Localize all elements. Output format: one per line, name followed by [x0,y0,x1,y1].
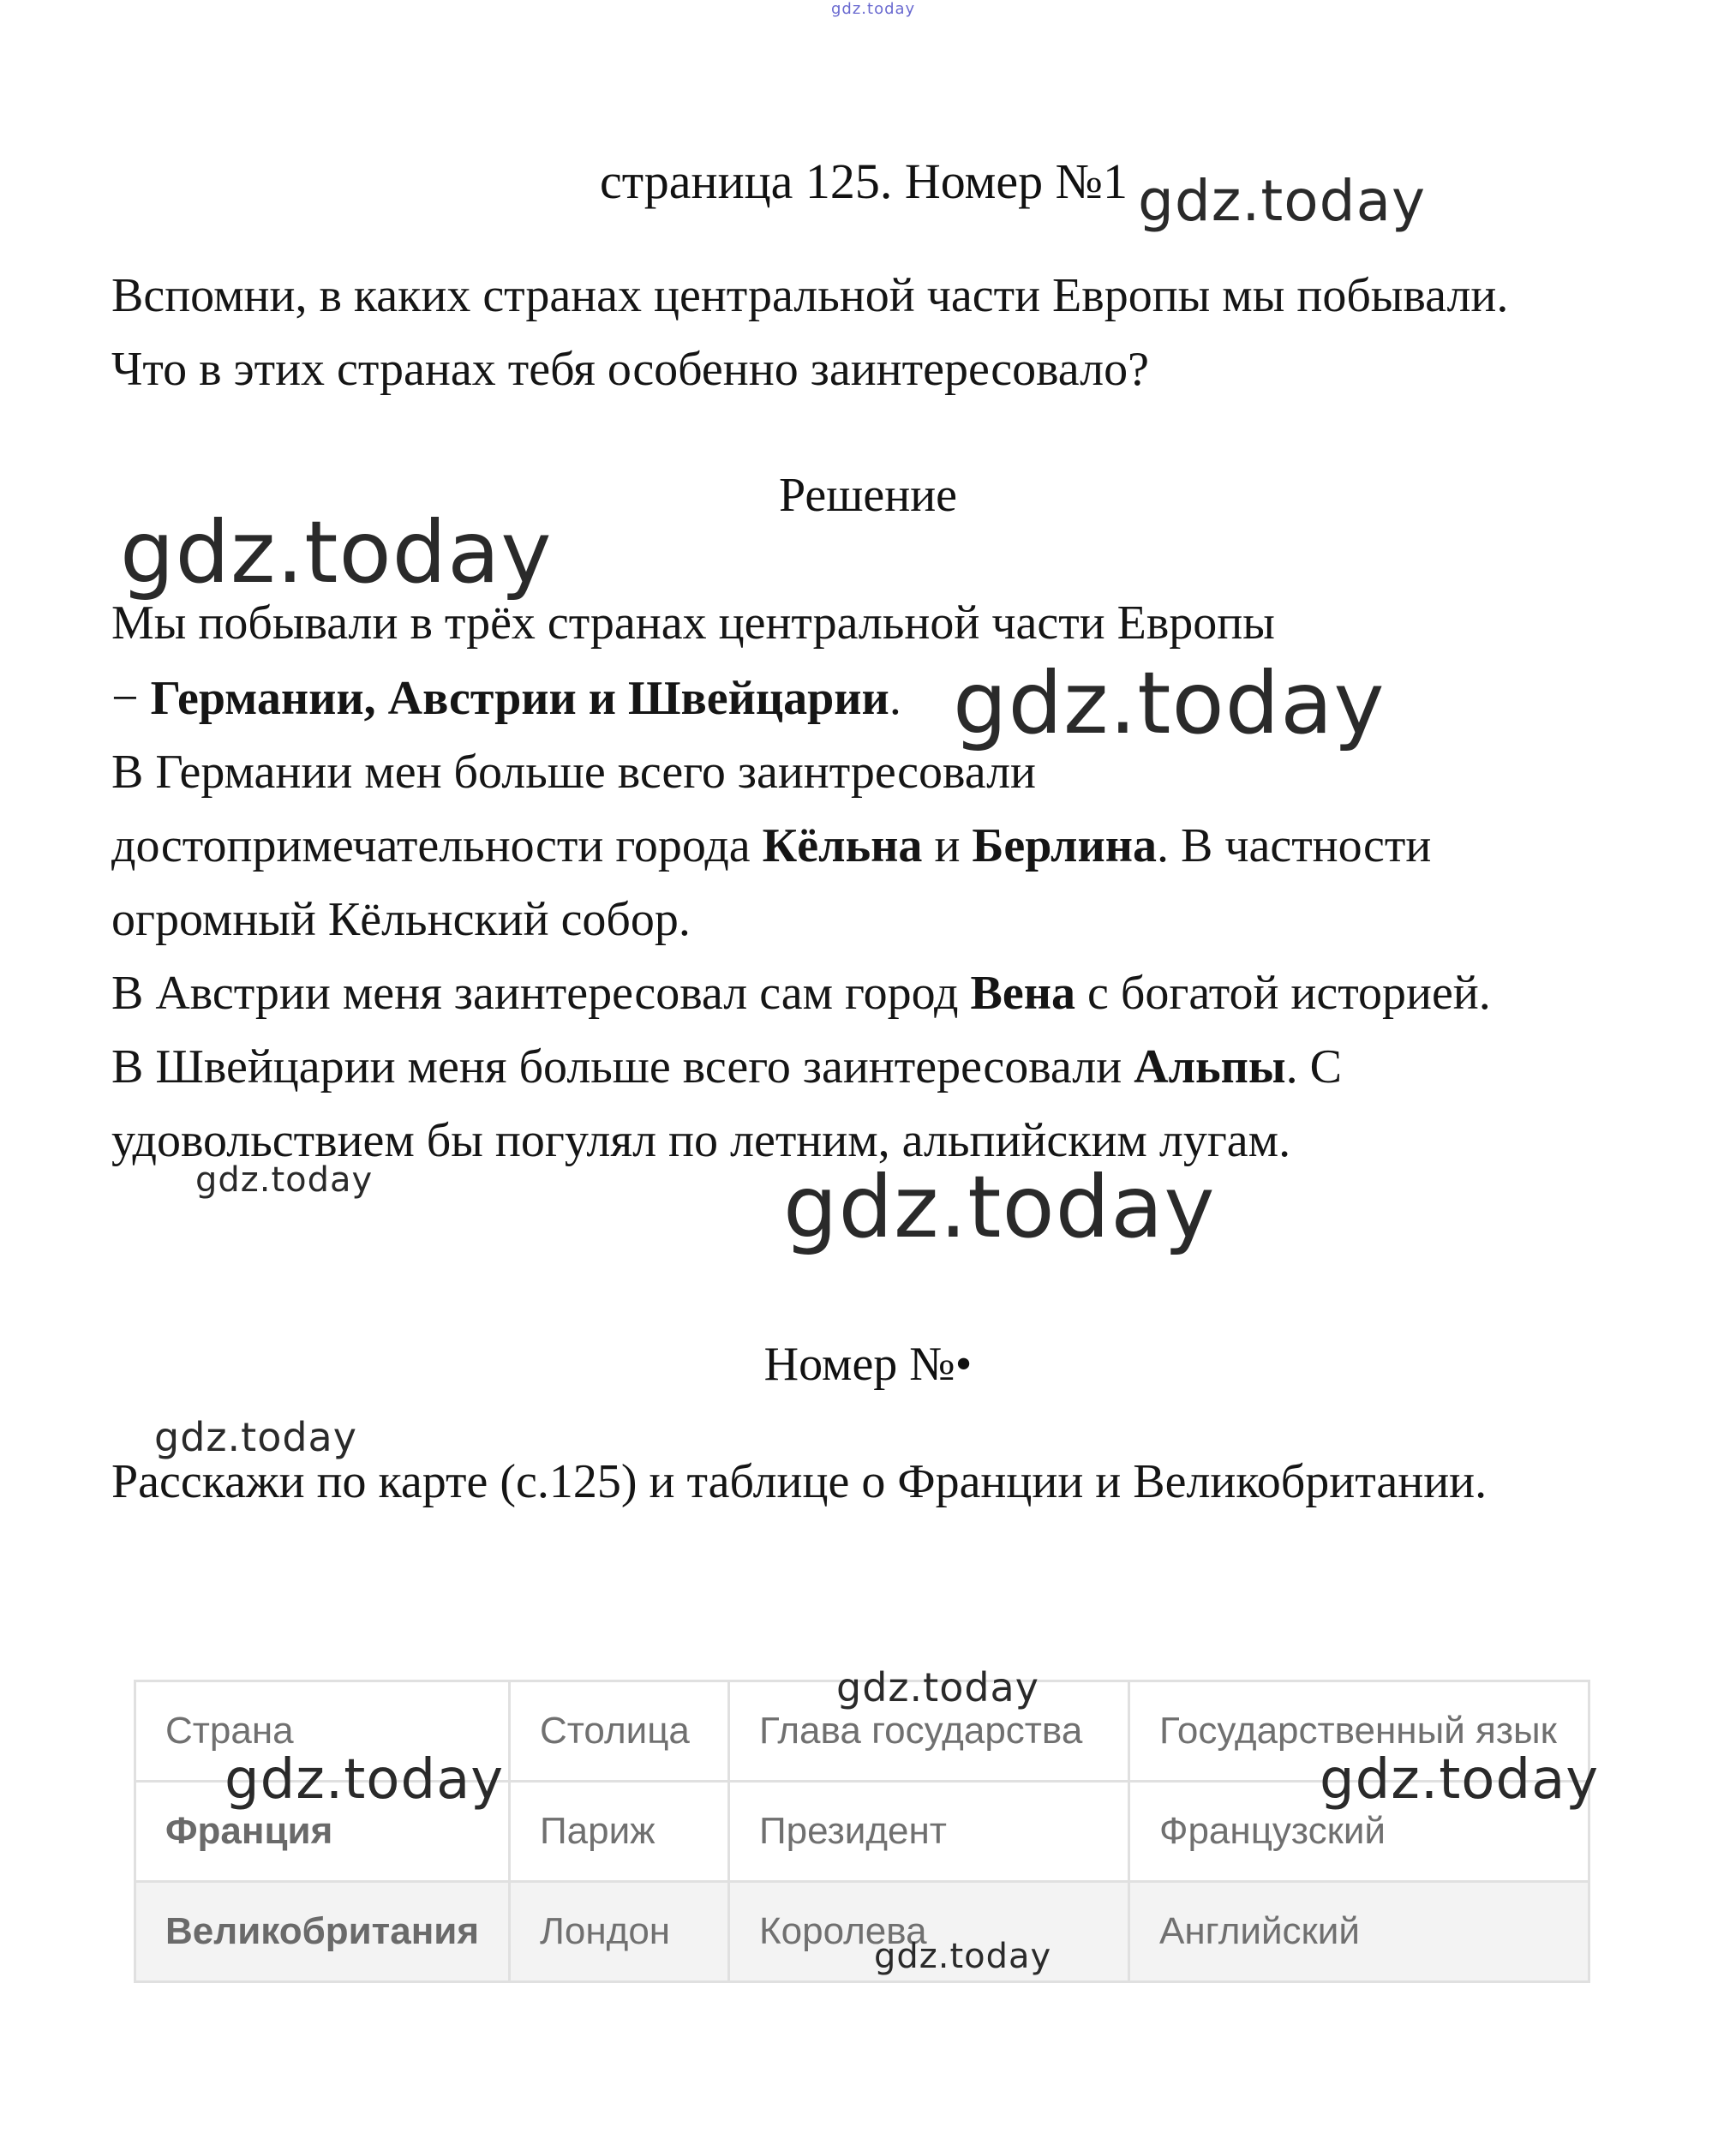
cell-head-of-state: Королева [729,1882,1129,1982]
text-part: . В частности [1156,819,1432,872]
task2-heading: Номер №• [763,1338,973,1391]
text-part: . С [1285,1040,1342,1093]
watermark-large-2: gdz.today [783,1157,1216,1257]
alps: Альпы [1134,1040,1286,1093]
watermark-table-left: gdz.today [224,1748,505,1812]
city-berlin: Берлина [972,819,1157,872]
cell-capital: Париж [510,1782,729,1882]
watermark-table-bottom: gdz.today [874,1937,1052,1976]
cell-country: Франция [135,1782,510,1882]
period: . [889,672,901,725]
solution-line-4 [111,816,1431,876]
solution-line-8: удовольствием бы погулял по летним, альпийским лугам. [111,1114,1291,1167]
cell-language: Французский [1129,1782,1589,1882]
watermark-top: gdz.today [831,0,916,18]
cell-country: Великобритания [135,1882,510,1982]
task1-line-1: Вспомни, в каких странах центральной части Европы мы побывали. [111,269,1509,322]
dash: − [111,672,151,725]
watermark-small-2: gdz.today [154,1414,357,1460]
solution-line-7 [111,1037,1342,1097]
cell-head-of-state: Президент [729,1782,1129,1882]
solution-line-1: Мы побывали в трёх странах центральной части Европы [111,596,1275,650]
solution-label: Решение [778,469,958,522]
city-koeln: Кёльна [762,819,923,872]
solution-line-5: огромный Кёльнский собор. [111,893,691,946]
header-capital: Столица [510,1681,729,1782]
header-country: Страна [135,1681,510,1782]
countries-bold: Германии, Австрии и Швейцарии [150,672,889,725]
page-heading: страница 125. Номер №1 [600,153,1128,209]
table-row [135,1882,1589,1982]
text-part: В Австрии меня заинтересовал сам город [111,967,971,1020]
text-part: и [922,819,973,872]
watermark-small-1: gdz.today [195,1160,374,1200]
country-table [134,1680,1590,1983]
city-vena: Вена [970,967,1075,1020]
watermark-heading: gdz.today [1138,168,1427,234]
cell-language: Английский [1129,1882,1589,1982]
task2-text: Расскажи по карте (с.125) и таблице о Франции и Великобритании. [111,1455,1488,1508]
text-part: достопримечательности города [111,819,763,872]
watermark-table-top: gdz.today [836,1664,1039,1711]
solution-line-6 [111,963,1491,1023]
solution-line-3: В Германии мен больше всего заинтресовали [111,746,1036,799]
header-head-of-state: Глава государства [729,1681,1129,1782]
task1-line-2: Что в этих странах тебя особенно заинтересовало? [111,343,1149,396]
solution-line-2 [111,668,901,728]
watermark-table-right: gdz.today [1320,1748,1600,1812]
cell-capital: Лондон [510,1882,729,1982]
text-part: В Швейцарии меня больше всего заинтересовали [111,1040,1134,1093]
text-part: с богатой историей. [1075,967,1491,1020]
header-language: Государственный язык [1129,1681,1589,1782]
watermark-solution: gdz.today [120,502,553,602]
watermark-solution-2: gdz.today [953,653,1386,753]
